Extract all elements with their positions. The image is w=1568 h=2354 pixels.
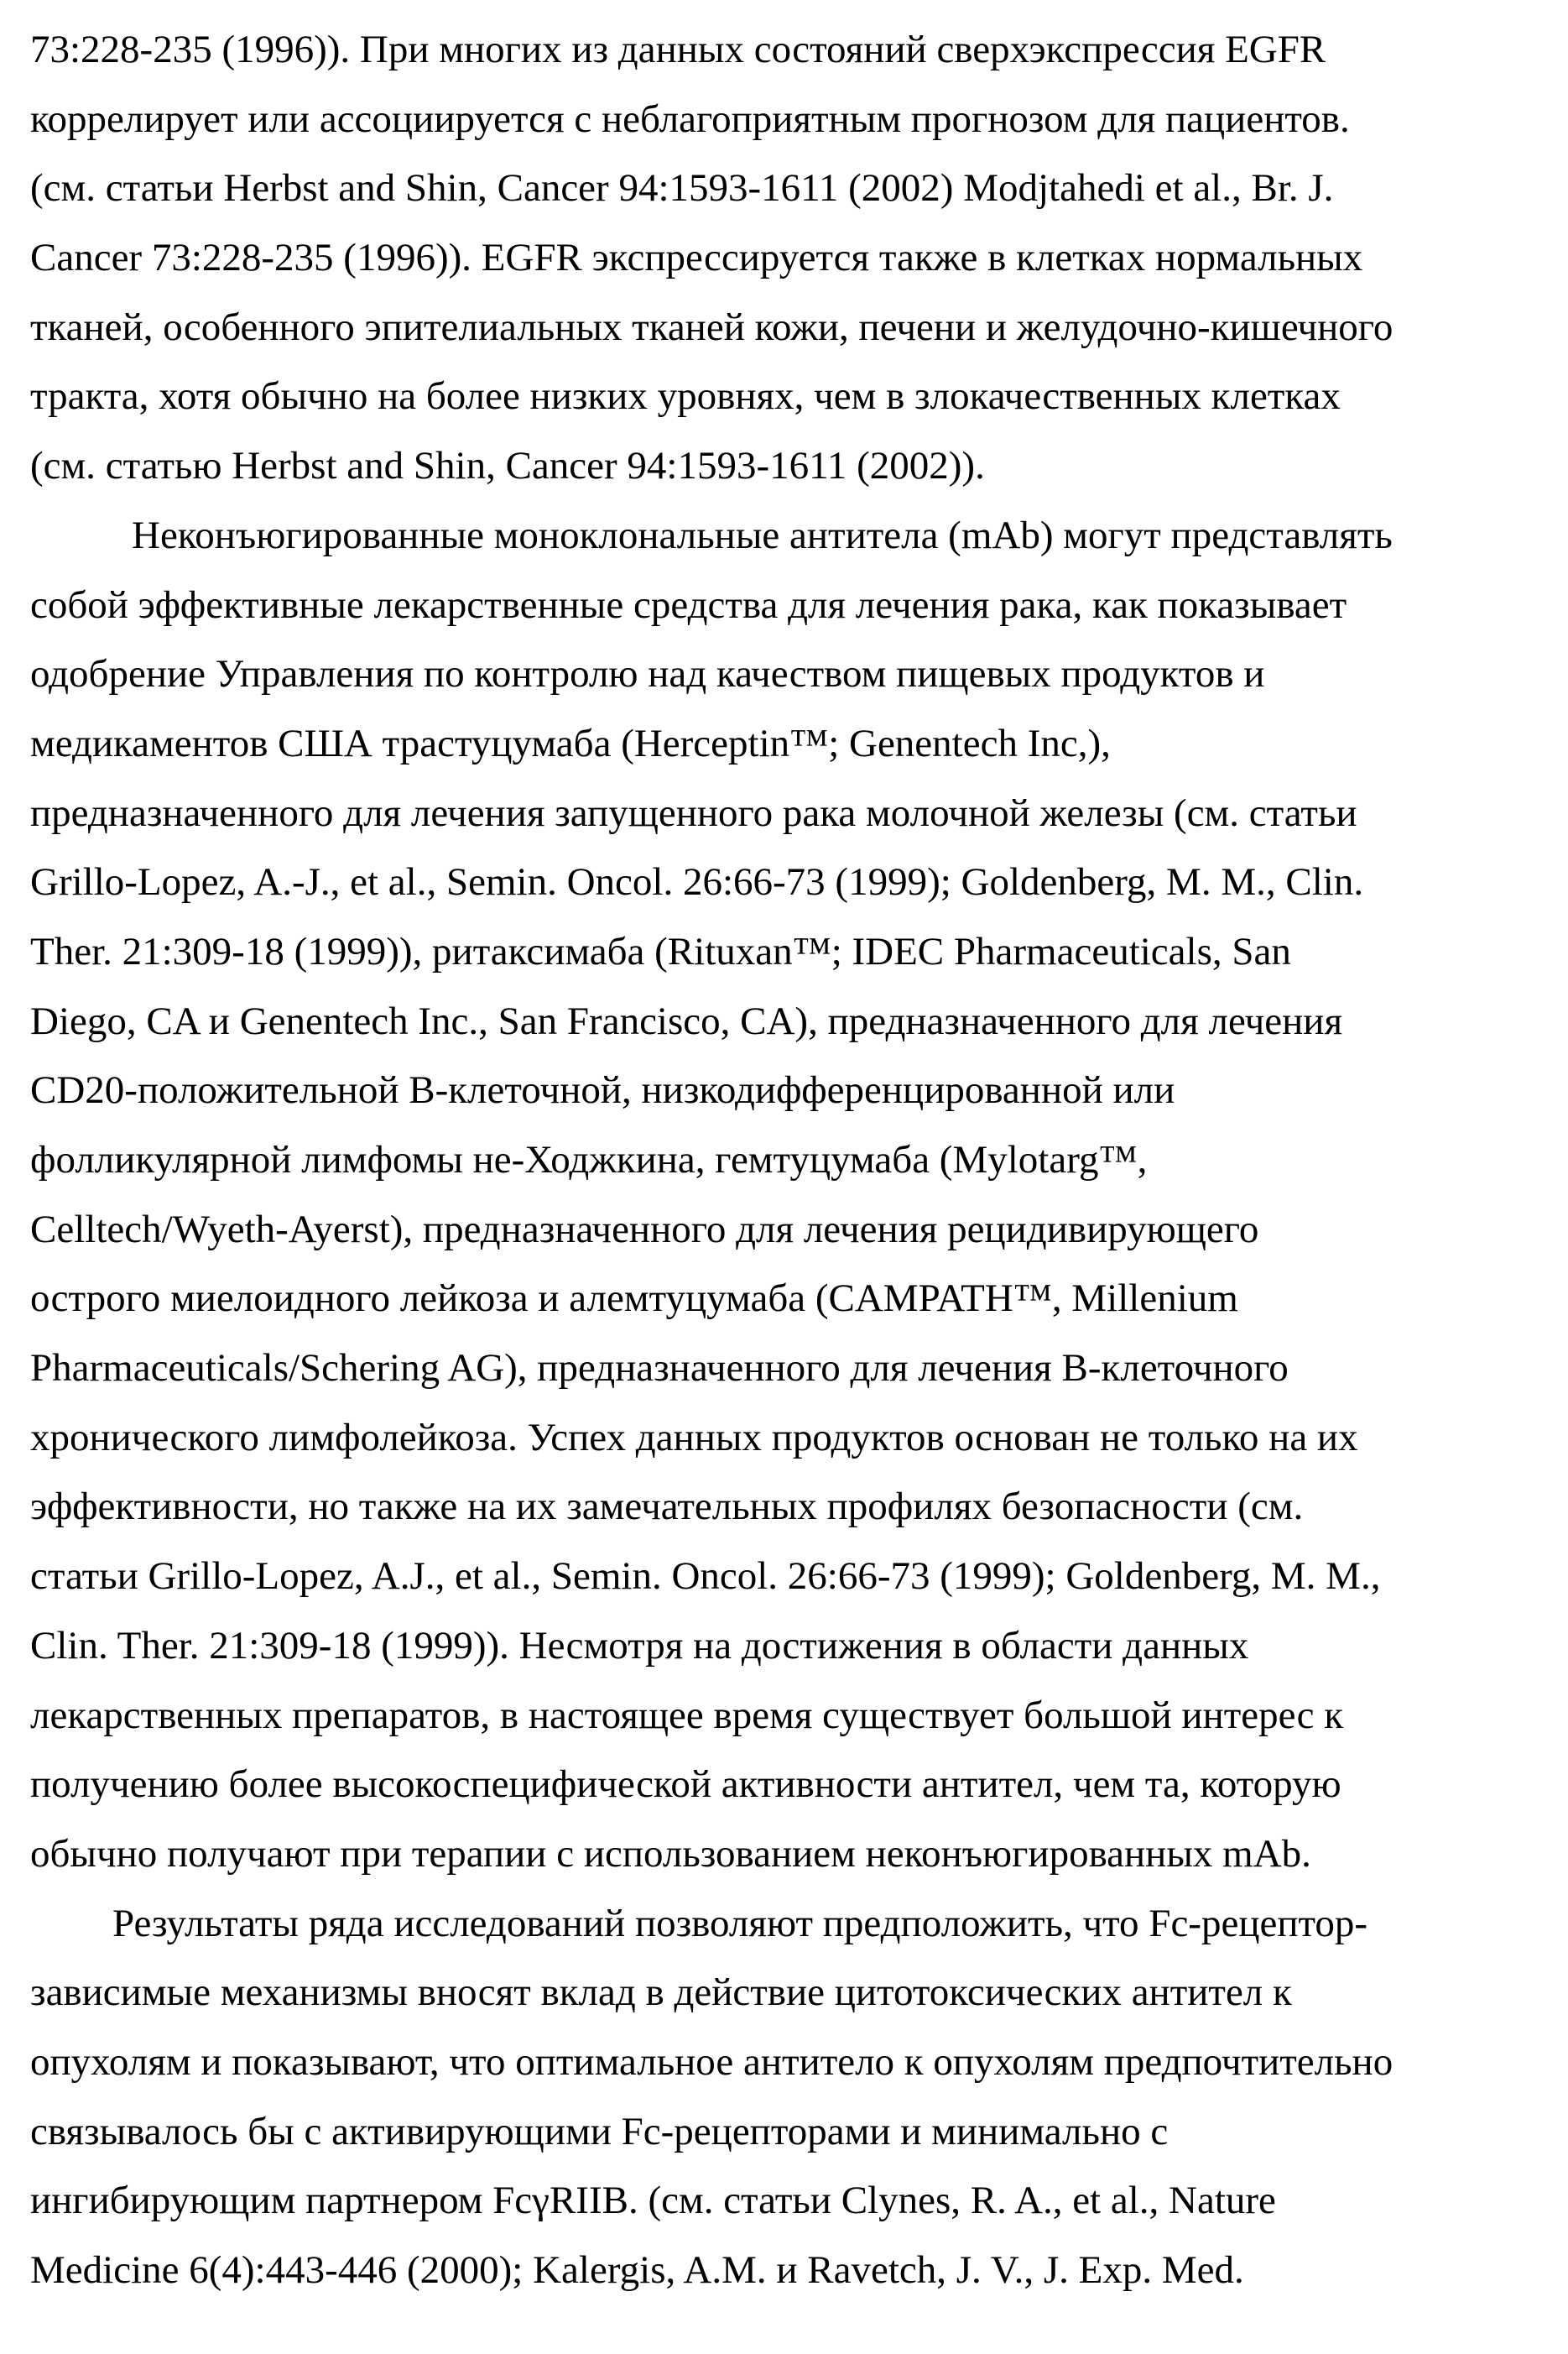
text-line: CD20-положительной B-клеточной, низкодифференцированной или — [30, 1056, 1557, 1125]
text-line: коррелирует или ассоциируется с неблагоприятным прогнозом для пациентов. — [30, 85, 1557, 154]
text-line: ингибирующим партнером FcγRIIB. (см. статьи Clynes, R. A., et al., Nature — [30, 2166, 1557, 2236]
text-line: собой эффективные лекарственные средства для лечения рака, как показывает — [30, 571, 1557, 640]
text-line: связывалось бы с активирующими Fc-рецепторами и минимально с — [30, 2097, 1557, 2167]
document-body — [30, 15, 1557, 2305]
text-line: Ther. 21:309-18 (1999)), ритаксимаба (Rituxan™; IDEC Pharmaceuticals, San — [30, 917, 1557, 987]
text-line: тракта, хотя обычно на более низких уровнях, чем в злокачественных клетках — [30, 362, 1557, 431]
text-line: 73:228-235 (1996)). При многих из данных состояний сверхэкспрессия EGFR — [30, 15, 1557, 85]
text-line: опухолям и показывают, что оптимальное антитело к опухолям предпочтительно — [30, 2028, 1557, 2097]
text-line: Clin. Ther. 21:309-18 (1999)). Несмотря на достижения в области данных — [30, 1611, 1557, 1681]
text-line: зависимые механизмы вносят вклад в действие цитотоксических антител к — [30, 1958, 1557, 2028]
text-line: Результаты ряда исследований позволяют предположить, что Fc-рецептор- — [30, 1889, 1557, 1959]
text-line: Celltech/Wyeth-Ayerst), предназначенного для лечения рецидивирующего — [30, 1195, 1557, 1265]
text-line: предназначенного для лечения запущенного рака молочной железы (см. статьи — [30, 779, 1557, 848]
text-line: Неконъюгированные моноклональные антитела (mAb) могут представлять — [30, 501, 1557, 571]
paragraph-3 — [30, 1889, 1557, 2305]
text-line: Grillo-Lopez, A.-J., et al., Semin. Oncol. 26:66-73 (1999); Goldenberg, M. M., Clin. — [30, 848, 1557, 917]
text-line: эффективности, но также на их замечательных профилях безопасности (см. — [30, 1472, 1557, 1542]
paragraph-1 — [30, 15, 1557, 501]
text-line: Medicine 6(4):443-446 (2000); Kalergis, A.M. и Ravetch, J. V., J. Exp. Med. — [30, 2236, 1557, 2305]
text-line: статьи Grillo-Lopez, A.J., et al., Semin. Oncol. 26:66-73 (1999); Goldenberg, M. M., — [30, 1542, 1557, 1611]
text-line: лекарственных препаратов, в настоящее время существует большой интерес к — [30, 1681, 1557, 1751]
text-line: острого миелоидного лейкоза и алемтуцумаба (CAMPATH™, Millenium — [30, 1264, 1557, 1334]
text-line: хронического лимфолейкоза. Успех данных продуктов основан не только на их — [30, 1403, 1557, 1473]
text-line: получению более высокоспецифической активности антител, чем та, которую — [30, 1750, 1557, 1819]
paragraph-2 — [30, 501, 1557, 1889]
text-line: Diego, CA и Genentech Inc., San Francisco, CA), предназначенного для лечения — [30, 987, 1557, 1057]
text-line: фолликулярной лимфомы не-Ходжкина, гемтуцумаба (Mylotarg™, — [30, 1125, 1557, 1195]
text-line: обычно получают при терапии с использованием неконъюгированных mAb. — [30, 1819, 1557, 1889]
text-line: Pharmaceuticals/Schering AG), предназначенного для лечения B-клеточного — [30, 1334, 1557, 1403]
text-line: (см. статьи Herbst and Shin, Cancer 94:1593-1611 (2002) Modjtahedi et al., Br. J. — [30, 154, 1557, 223]
text-line: (см. статью Herbst and Shin, Cancer 94:1593-1611 (2002)). — [30, 431, 1557, 501]
text-line: одобрение Управления по контролю над качеством пищевых продуктов и — [30, 639, 1557, 709]
text-line: медикаментов США трастуцумаба (Herceptin™; Genentech Inc,), — [30, 709, 1557, 779]
text-line: Cancer 73:228-235 (1996)). EGFR экспрессируется также в клетках нормальных — [30, 223, 1557, 293]
text-line: тканей, особенного эпителиальных тканей кожи, печени и желудочно-кишечного — [30, 293, 1557, 363]
